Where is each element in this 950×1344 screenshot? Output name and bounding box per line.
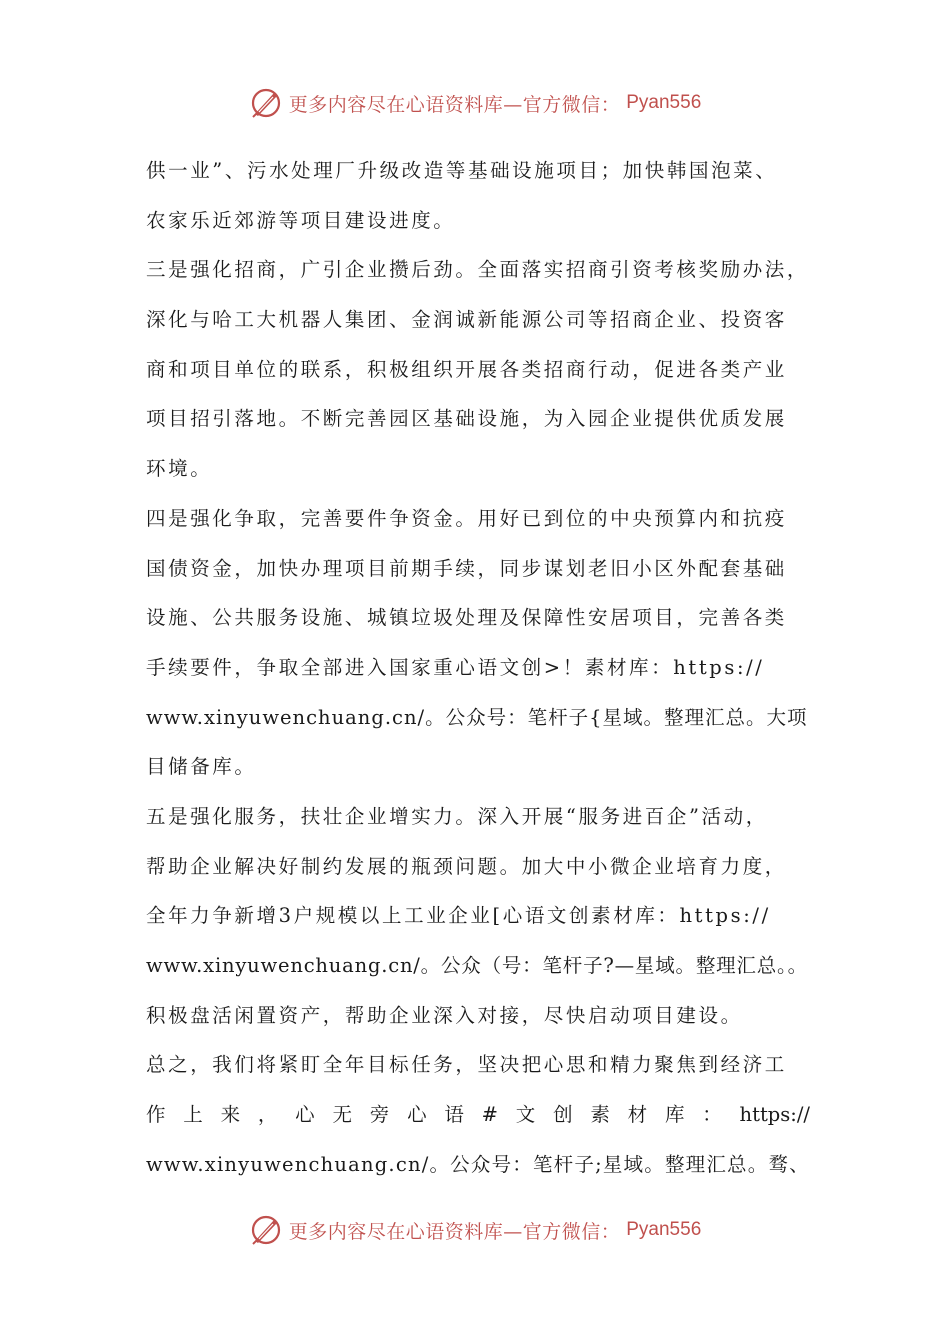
body-line: 深化与哈工大机器人集团、金润诚新能源公司等招商企业、投资客 — [146, 308, 787, 332]
body-line: 作上来，心无旁心语#文创素材库：https:// — [146, 1103, 810, 1127]
body-line: 积极盘活闲置资产，帮助企业深入对接，尽快启动项目建设。 — [146, 1003, 743, 1027]
body-line: 农家乐近郊游等项目建设进度。 — [146, 208, 456, 232]
body-line: 四是强化争取，完善要件争资金。用好已到位的中央预算内和抗疫 — [146, 506, 787, 530]
body-line: 三是强化招商，广引企业攒后劲。全面落实招商引资考核奖励办法， — [146, 258, 810, 282]
body-line: 五是强化服务，扶壮企业增实力。深入开展“服务进百企”活动， — [146, 804, 768, 828]
quill-pen-logo-icon — [249, 1213, 283, 1247]
body-line: 供一业”、污水处理厂升级改造等基础设施项目；加快韩国泡菜、 — [146, 159, 778, 182]
body-line: www.xinyuwenchuang.cn/。公众号：笔杆子;星域。整理汇总。骛、 — [146, 1152, 810, 1176]
footer-banner-inner — [249, 1213, 702, 1247]
body-line: www.xinyuwenchuang.cn/。公众号：笔杆子{星域。整理汇总。大项 — [146, 705, 808, 729]
document-body — [146, 146, 810, 1189]
body-line: 设施、公共服务设施、城镇垃圾处理及保障性安居项目，完善各类 — [146, 606, 787, 630]
body-line: 项目招引落地。不断完善园区基础设施，为入园企业提供优质发展 — [146, 407, 787, 431]
body-line: 总之，我们将紧盯全年目标任务，坚决把心思和精力聚焦到经济工 — [146, 1053, 787, 1077]
footer-banner-text: 更多内容尽在心语资料库—官方微信： — [288, 1220, 621, 1243]
body-line: www.xinyuwenchuang.cn/。公众（号：笔杆子?—星域。整理汇总。。 — [146, 954, 808, 977]
body-line: 全年力争新增3户规模以上工业企业[心语文创素材库：https:// — [146, 904, 771, 928]
body-line: 环境。 — [146, 457, 213, 481]
header-banner-text: 更多内容尽在心语资料库—官方微信： — [288, 93, 621, 116]
header-banner — [0, 83, 950, 123]
body-line: 帮助企业解决好制约发展的瓶颈问题。加大中小微企业培育力度， — [146, 854, 787, 878]
body-line: 目储备库。 — [146, 755, 257, 779]
body-line: 手续要件，争取全部进入国家重心语文创>！素材库：https:// — [146, 655, 765, 679]
body-line: 商和项目单位的联系，积极组织开展各类招商行动，促进各类产业 — [146, 357, 787, 381]
quill-pen-logo-icon — [249, 86, 283, 120]
footer-wechat-id: Pyan556 — [626, 1219, 702, 1240]
header-wechat-id: Pyan556 — [626, 92, 702, 113]
footer-banner — [0, 1210, 950, 1250]
header-banner-inner — [249, 86, 702, 120]
body-line: 国债资金，加快办理项目前期手续，同步谋划老旧小区外配套基础 — [146, 556, 787, 580]
